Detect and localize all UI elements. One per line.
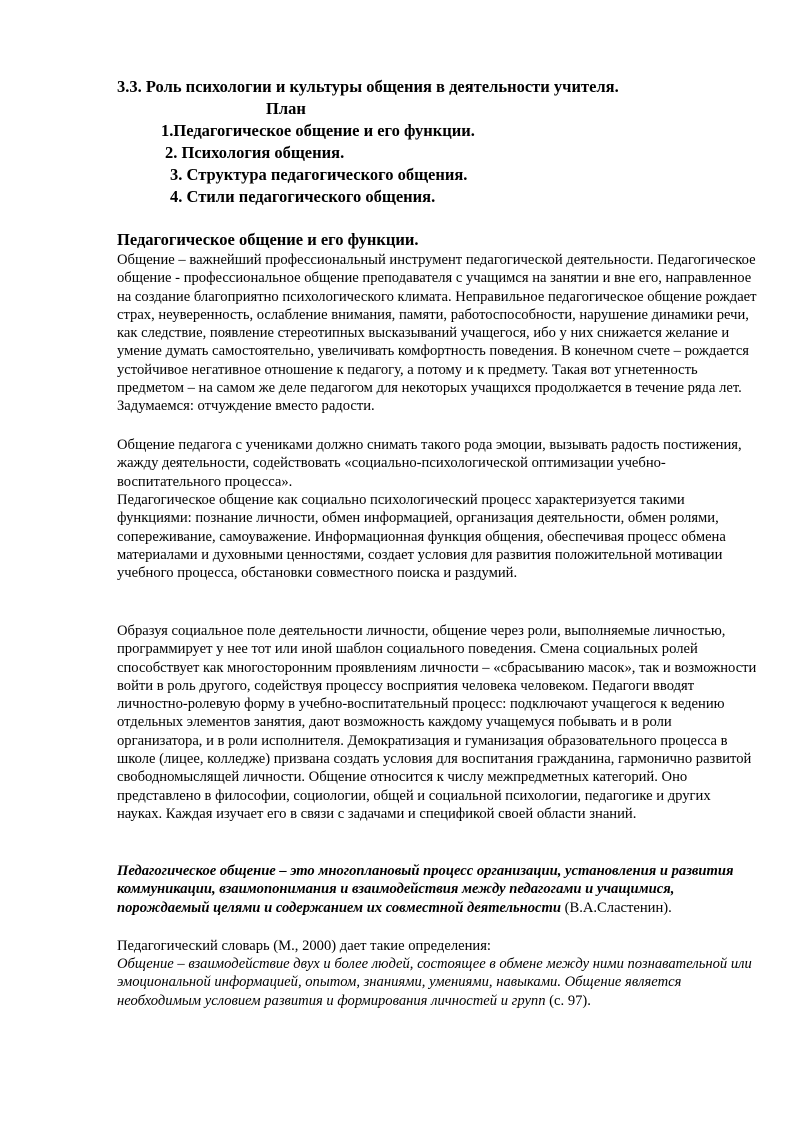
dictionary-definition: [117, 955, 757, 1010]
plan-title: План: [266, 99, 306, 118]
dictionary-reference: (с. 97).: [545, 992, 591, 1009]
plan-item-3: 3. Структура педагогического общения.: [170, 165, 468, 184]
paragraph-2: Общение педагога с учениками должно снимать такого рода эмоции, вызывать радость постижения, жажду деятельности, содействовать «социально-психологической оптимизации учебно-воспитательного процесса».: [117, 437, 742, 490]
dictionary-definition-text: Общение – взаимодействие двух и более людей, состоящее в обмене между ними познавательной или эмоциональной информацией, опытом, знаниями, умениями, навыками. Общение является необходимым условием развития и формирования личностей и групп: [117, 956, 752, 1009]
plan-item-4: 4. Стили педагогического общения.: [170, 187, 436, 206]
section-title: Педагогическое общение и его функции.: [117, 230, 419, 249]
document-heading: 3.3. Роль психологии и культуры общения в деятельности учителя.: [117, 77, 619, 96]
plan-item-2: 2. Психология общения.: [165, 143, 345, 162]
definition-paragraph: [117, 862, 757, 917]
dictionary-intro: Педагогический словарь (М., 2000) дает такие определения:: [117, 938, 491, 954]
definition-text: Педагогическое общение – это многоплановый процесс организации, установления и развития коммуникации, взаимопонимания и взаимодействия между педагогами и учащимися, порождаемый целями и содержанием их совместной деятельности: [117, 863, 734, 916]
definition-author: (В.А.Сластенин).: [560, 899, 672, 916]
paragraph-3: Педагогическое общение как социально психологический процесс характеризуется такими функциями: познание личности, обмен информацией, организация деятельности, обмен ролями, сопереживание, самоуважение. Информационная функция общения, обеспечивая процесс обмена материалами и духовными ценностями, создает условия для развития положительной мотивации учебного процесса, обстановки совместного поиска и раздумий.: [117, 492, 726, 582]
paragraph-1: Общение – важнейший профессиональный инструмент педагогической деятельности. Педагогическое общение - профессиональное общение преподавателя с учащимся на занятии и вне его, направленное на создание благоприятно психологического климата. Неправильное педагогическое общение рождает страх, неуверенность, ослабление внимания, памяти, работоспособности, нарушение динамики речи, как следствие, появление стереотипных высказываний учащегося, ибо у них снижается желание и умение думать самостоятельно, увеличивать комфортность поведения. В конечном счете – рождается устойчивое негативное отношение к педагогу, а потому и к предмету. Такая вот угнетенность предметом – на самом же деле педагогом для некоторых учащихся продолжается в течение ряда лет. Задумаемся: отчуждение вместо радости.: [117, 252, 757, 415]
paragraph-4: Образуя социальное поле деятельности личности, общение через роли, выполняемые личностью, программирует у нее тот или иной шаблон социального поведения. Смена социальных ролей способствует как многосторонним проявлениям личности – «сбрасыванию масок», так и возможности войти в роль другого, содействуя процессу восприятия человека человеком. Педагоги вводят личностно-ролевую форму в учебно-воспитательный процесс: подключают учащегося к ведению отдельных элементов занятия, дают возможность каждому учащемуся побывать и в роли организатора, и в роли исполнителя. Демократизация и гуманизация образовательного процесса в школе (лицее, колледже) призвана создать условия для воспитания гражданина, гармонично развитой свободномыслящей личности. Общение относится к числу межпредметных категорий. Оно представлено в философии, социологии, общей и социальной психологии, педагогике и других науках. Каждая изучает его в связи с задачами и спецификой своей области знаний.: [117, 623, 757, 822]
plan-item-1: 1.Педагогическое общение и его функции.: [161, 121, 475, 140]
